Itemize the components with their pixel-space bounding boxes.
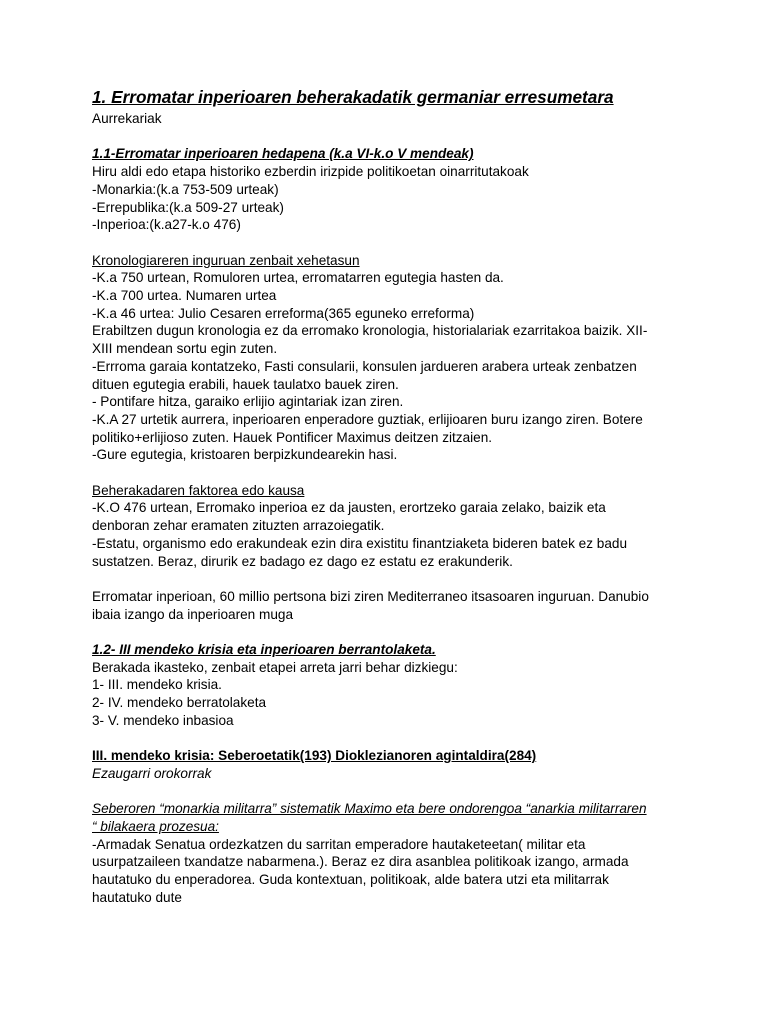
text-line: -Errroma garaia kontatzeko, Fasti consularii, konsulen jardueren arabera urteak zenbatzen [92, 358, 637, 374]
text-line: -Inperioa:(k.a27-k.o 476) [92, 217, 241, 233]
blank-line [92, 234, 688, 252]
blank-line [92, 128, 688, 146]
blank-line [92, 570, 688, 588]
list-item: 3- V. mendeko inbasioa [92, 712, 234, 728]
italic-underlined-line: Seberoren “monarkia militarra” sistematik Maximo eta bere ondorengoa “anarkia militarraren [92, 801, 647, 817]
subheading: Kronologiareren inguruan zenbait xehetasun [92, 252, 360, 268]
text-line: -Estatu, organismo edo erakundeak ezin dira existitu finantziaketa bideren batek ez badu [92, 535, 628, 551]
text-line: hautatuko du enperadorea. Guda kontextuan, politikoak, alde batera utzi eta militarrak [92, 872, 609, 888]
text-line: -K.O 476 urtean, Erromako inperioa ez da jausten, erortzeko garaia zelako, baizik eta [92, 500, 606, 516]
text-line: Erabiltzen dugun kronologia ez da erromako kronologia, historialariak ezarritakoa baizik. XII- [92, 323, 648, 339]
subheading: Beherakadaren faktorea edo kausa [92, 482, 305, 498]
text-line: - Pontifare hitza, garaiko erlijio agintariak izan ziren. [92, 394, 404, 410]
section-heading: 1.1-Erromatar inperioaren hedapena (k.a VI-k.o V mendeak) [92, 146, 474, 162]
document-title: 1. Erromatar inperioaren beherakadatik germaniar erresumetara [92, 87, 614, 107]
text-line: -Gure egutegia, kristoaren berpizkundearekin hasi. [92, 447, 398, 463]
section-heading: 1.2- III mendeko krisia eta inperioaren berrantolaketa. [92, 642, 436, 658]
document-body [92, 86, 688, 907]
text-line: -K.a 750 urtean, Romuloren urtea, erromatarren egutegia hasten da. [92, 270, 504, 286]
list-item: 1- III. mendeko krisia. [92, 677, 222, 693]
text-line: usurpatzaileen txandatze nabarmena.). Beraz ez dira asanblea politikoak izango, armada [92, 854, 629, 870]
text-line: -K.a 700 urtea. Numaren urtea [92, 288, 277, 303]
text-line: denboran zehar eramaten zituzten arrazoiegatik. [92, 518, 385, 534]
text-line: politiko+erlijioso zuten. Hauek Pontificer Maximus deitzen zitzaien. [92, 429, 493, 445]
text-line: ibaia izango da inperioaren muga [92, 606, 294, 622]
text-line: dituen egutegia erabili, hauek taulatxo bauek ziren. [92, 376, 399, 392]
text-line: sustatzen. Beraz, dirurik ez badago ez dago ez estatu ez erakunderik. [92, 553, 513, 569]
text-line: Erromatar inperioan, 60 millio pertsona bizi ziren Mediterraneo itsasoaren inguruan. Danubio [92, 588, 649, 604]
blank-line [92, 623, 688, 641]
text-line: hautatuko dute [92, 889, 182, 905]
text-line: -Armadak Senatua ordezkatzen du sarritan emperadore hautaketeetan( militar eta [92, 836, 586, 852]
blank-line [92, 464, 688, 482]
blank-line [92, 783, 688, 801]
text-line: Hiru aldi edo etapa historiko ezberdin irizpide politikoetan oinarritutakoak [92, 164, 529, 180]
text-line: Aurrekariak [92, 111, 162, 126]
blank-line [92, 730, 688, 748]
list-item: 2- IV. mendeko berratolaketa [92, 695, 267, 711]
text-line: Berakada ikasteko, zenbait etapei arreta jarri behar dizkiegu: [92, 659, 458, 675]
text-line: -K.a 46 urtea: Julio Cesaren erreforma(365 eguneko erreforma) [92, 305, 475, 321]
text-line: -Errepublika:(k.a 509-27 urteak) [92, 199, 284, 215]
text-line: -K.A 27 urtetik aurrera, inperioaren enperadore guztiak, erlijioaren buru izango ziren. Botere [92, 411, 643, 427]
section-heading: III. mendeko krisia: Seberoetatik(193) Dioklezianoren agintaldira(284) [92, 748, 537, 764]
text-line: -Monarkia:(k.a 753-509 urteak) [92, 181, 279, 197]
italic-underlined-line: “ bilakaera prozesua: [92, 819, 219, 835]
italic-subheading: Ezaugarri orokorrak [92, 765, 212, 781]
text-line: XIII mendean sortu egin zuten. [92, 341, 278, 357]
